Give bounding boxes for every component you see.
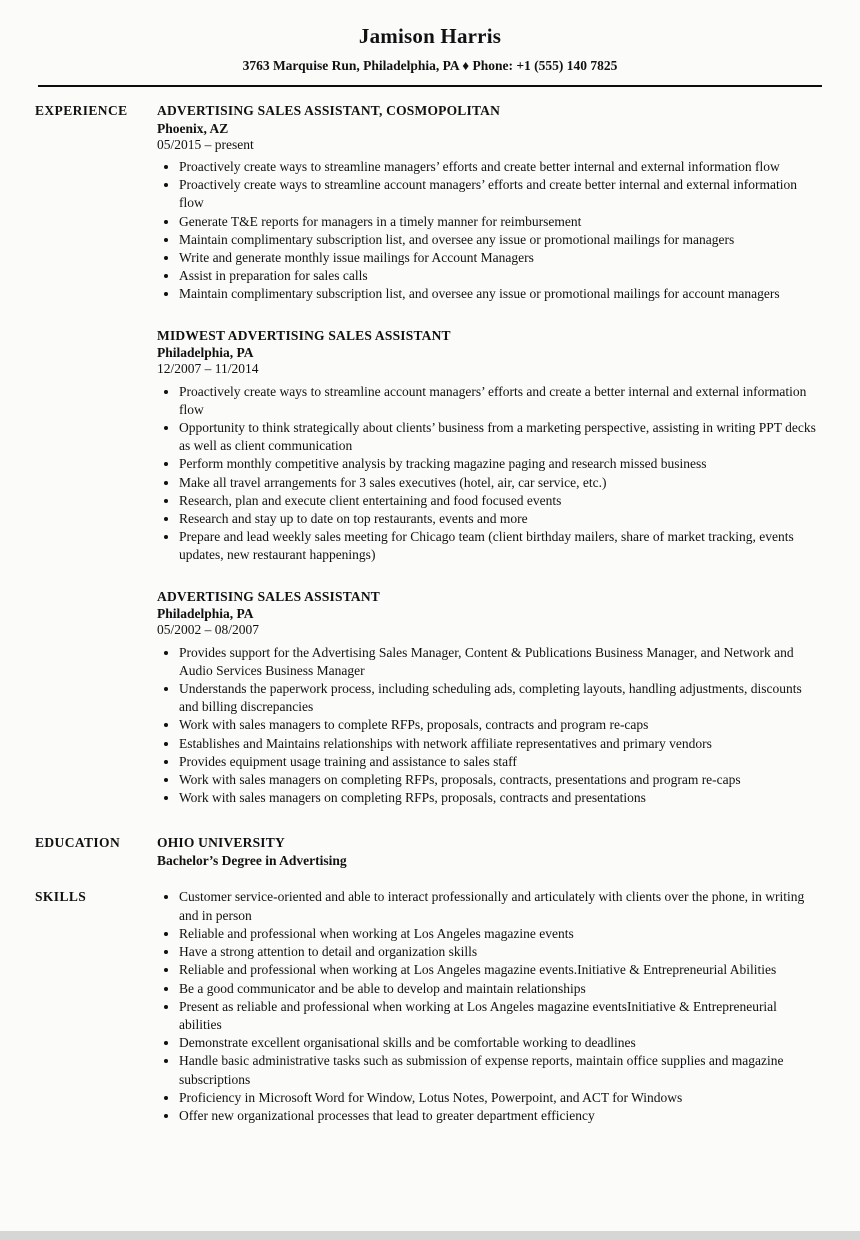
section-label-skills: SKILLS: [35, 889, 87, 905]
skill-bullet: • Present as reliable and professional when working at Los Angeles magazine eventsInitiative & Entrepreneurial abilities: [179, 998, 816, 1034]
job-bullet: • Make all travel arrangements for 3 sales executives (hotel, air, car service, etc.): [179, 474, 816, 492]
skills-bullet-list: [157, 888, 816, 1125]
header-divider: [38, 85, 822, 87]
skill-bullet: • Reliable and professional when working at Los Angeles magazine events.Initiative & Entrepreneurial Abilities: [179, 961, 816, 979]
job-bullet: • Establishes and Maintains relationships with network affiliate representatives and primary vendors: [179, 735, 816, 753]
job-title: ADVERTISING SALES ASSISTANT: [157, 588, 381, 604]
job-bullet: • Proactively create ways to streamline managers’ efforts and create better internal and external information flow: [179, 158, 816, 176]
job-bullet: • Work with sales managers on completing RFPs, proposals, contracts, presentations and program re-caps: [179, 771, 816, 789]
section-label-experience: EXPERIENCE: [35, 103, 128, 118]
skills-content: [157, 888, 816, 1125]
skill-bullet: • Be a good communicator and be able to develop and maintain relationships: [179, 980, 816, 998]
skills-section: [0, 888, 860, 1125]
experience-content: [157, 102, 816, 807]
job-bullet: • Understands the paperwork process, including scheduling ads, completing layouts, handling adjustments, discounts and billing discrepancies: [179, 680, 816, 716]
education-section: [0, 834, 860, 870]
job-location: Philadelphia, PA: [157, 345, 254, 361]
skill-bullet: • Reliable and professional when working at Los Angeles magazine events: [179, 925, 816, 943]
job-bullet: • Maintain complimentary subscription list, and oversee any issue or promotional mailings for managers: [179, 231, 816, 249]
job-bullet: • Prepare and lead weekly sales meeting for Chicago team (client birthday mailers, share of market tracking, events updates, new restaurant happenings): [179, 528, 816, 564]
skill-bullet: • Proficiency in Microsoft Word for Window, Lotus Notes, Powerpoint, and ACT for Windows: [179, 1089, 816, 1107]
job-bullet: • Provides equipment usage training and assistance to sales staff: [179, 753, 816, 771]
job-entry: [157, 102, 816, 304]
skill-bullet: • Demonstrate excellent organisational skills and be comfortable working to deadlines: [179, 1034, 816, 1052]
job-bullet: • Assist in preparation for sales calls: [179, 267, 816, 285]
job-bullet: • Maintain complimentary subscription list, and oversee any issue or promotional mailings for account managers: [179, 285, 816, 303]
job-bullet: • Opportunity to think strategically about clients’ business from a marketing perspective, assisting in writing PPT decks as well as client communication: [179, 419, 816, 455]
degree-name: Bachelor’s Degree in Advertising: [157, 853, 347, 869]
page-bottom-edge: [0, 1231, 860, 1240]
job-bullet-list: [157, 644, 816, 808]
job-entry: [157, 588, 816, 808]
job-location: Phoenix, AZ: [157, 120, 229, 136]
job-bullet-list: [157, 158, 816, 304]
section-label-education: EDUCATION: [35, 835, 121, 851]
job-bullet: • Proactively create ways to streamline account managers’ efforts and create a better internal and external information flow: [179, 383, 816, 419]
job-title: MIDWEST ADVERTISING SALES ASSISTANT: [157, 327, 451, 343]
job-bullet-list: [157, 383, 816, 565]
resume-header: [0, 24, 860, 87]
job-dates: 12/2007 – 11/2014: [157, 361, 259, 377]
job-bullet: • Perform monthly competitive analysis by tracking magazine paging and research missed business: [179, 455, 816, 473]
education-content: [157, 834, 816, 870]
job-bullet: • Research, plan and execute client entertaining and food focused events: [179, 492, 816, 510]
job-bullet: • Write and generate monthly issue mailings for Account Managers: [179, 249, 816, 267]
candidate-name: Jamison Harris: [358, 24, 502, 48]
job-bullet: • Generate T&E reports for managers in a timely manner for reimbursement: [179, 213, 816, 231]
job-dates: 05/2015 – present: [157, 136, 254, 152]
job-entry: [157, 327, 816, 565]
job-bullet: • Work with sales managers on completing RFPs, proposals, contracts and presentations: [179, 789, 816, 807]
skill-bullet: • Offer new organizational processes that lead to greater department efficiency: [179, 1107, 816, 1125]
contact-line: 3763 Marquise Run, Philadelphia, PA ♦ Phone: +1 (555) 140 7825: [242, 58, 618, 73]
school-name: OHIO UNIVERSITY: [157, 835, 285, 851]
job-location: Philadelphia, PA: [157, 606, 254, 622]
skill-bullet: • Handle basic administrative tasks such as submission of expense reports, maintain office supplies and magazine subscriptions: [179, 1052, 816, 1088]
job-bullet: • Proactively create ways to streamline account managers’ efforts and create better internal and external information flow: [179, 176, 816, 212]
experience-section: [0, 102, 860, 807]
job-title: ADVERTISING SALES ASSISTANT, COSMOPOLITAN: [157, 103, 501, 118]
skill-bullet: • Have a strong attention to detail and organization skills: [179, 943, 816, 961]
job-bullet: • Provides support for the Advertising Sales Manager, Content & Publications Business Manager, and Network and Audio Services Business Manager: [179, 644, 816, 680]
skill-bullet: • Customer service-oriented and able to interact professionally and articulately with clients over the phone, in writing and in person: [179, 888, 816, 924]
job-bullet: • Research and stay up to date on top restaurants, events and more: [179, 510, 816, 528]
job-bullet: • Work with sales managers to complete RFPs, proposals, contracts and program re-caps: [179, 716, 816, 734]
job-dates: 05/2002 – 08/2007: [157, 622, 260, 638]
